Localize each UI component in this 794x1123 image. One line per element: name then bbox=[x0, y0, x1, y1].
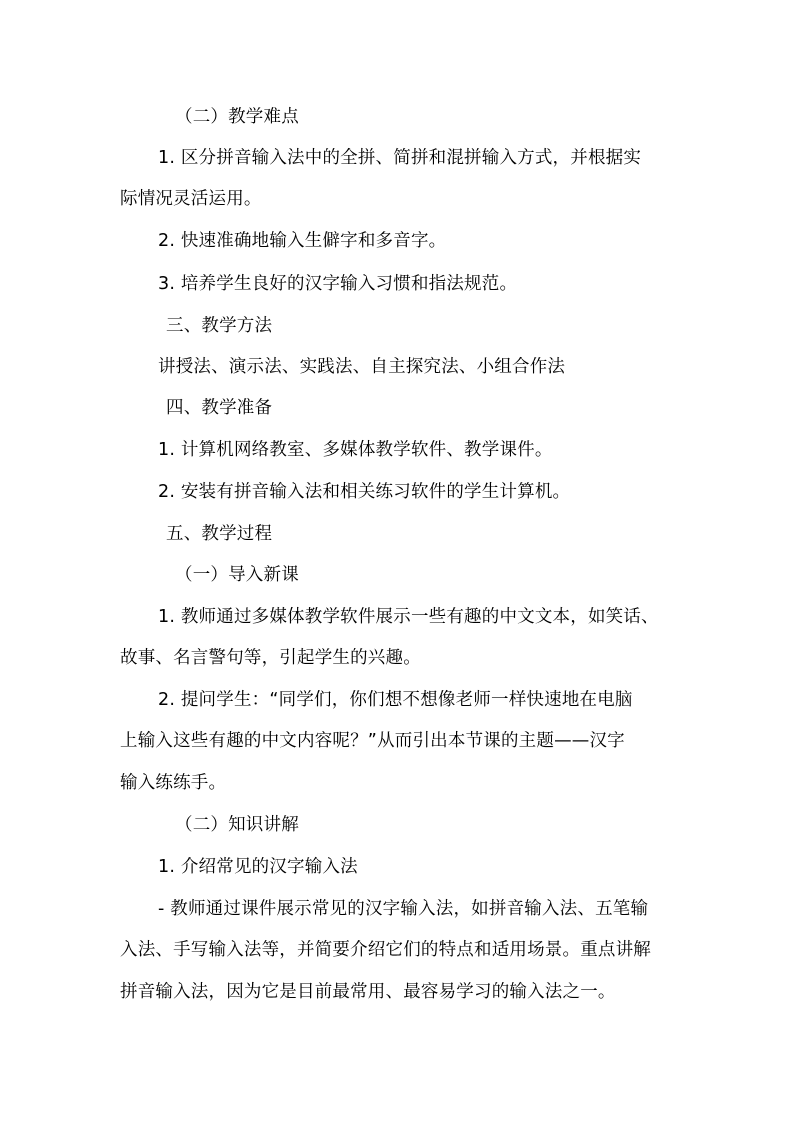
paragraph-knowledge-1: 1. 介绍常见的汉字输入法 bbox=[158, 857, 358, 877]
section-heading-teaching-preparation: 四、教学准备 bbox=[166, 398, 273, 418]
paragraph-preparation-1: 1. 计算机网络教室、多媒体教学软件、教学课件。 bbox=[158, 440, 553, 460]
paragraph-intro-2-cont2: 输入练练手。 bbox=[120, 773, 227, 793]
paragraph-difficulty-1: 1. 区分拼音输入法中的全拼、简拼和混拼输入方式，并根据实 bbox=[158, 148, 642, 168]
paragraph-teaching-methods: 讲授法、演示法、实践法、自主探究法、小组合作法 bbox=[158, 357, 566, 377]
paragraph-difficulty-3: 3. 培养学生良好的汉字输入习惯和指法规范。 bbox=[158, 274, 518, 294]
paragraph-intro-2-cont: 上输入这些有趣的中文内容呢？”从而引出本节课的主题——汉字 bbox=[120, 731, 625, 751]
paragraph-intro-2: 2. 提问学生：“同学们，你们想不想像老师一样快速地在电脑 bbox=[158, 690, 633, 710]
paragraph-knowledge-detail: - 教师通过课件展示常见的汉字输入法，如拼音输入法、五笔输 bbox=[158, 899, 649, 919]
paragraph-intro-1: 1. 教师通过多媒体教学软件展示一些有趣的中文文本，如笑话、 bbox=[158, 607, 659, 627]
subsection-heading-introduction: （一）导入新课 bbox=[175, 565, 299, 585]
subsection-heading-knowledge: （二）知识讲解 bbox=[175, 815, 299, 835]
paragraph-preparation-2: 2. 安装有拼音输入法和相关练习软件的学生计算机。 bbox=[158, 482, 571, 502]
section-heading-teaching-process: 五、教学过程 bbox=[166, 524, 273, 544]
paragraph-difficulty-1-cont: 际情况灵活运用。 bbox=[120, 189, 262, 209]
paragraph-knowledge-detail-cont2: 拼音输入法，因为它是目前最常用、最容易学习的输入法之一。 bbox=[120, 982, 616, 1002]
paragraph-difficulty-2: 2. 快速准确地输入生僻字和多音字。 bbox=[158, 231, 447, 251]
subsection-heading-teaching-difficulties: （二）教学难点 bbox=[175, 107, 299, 127]
paragraph-knowledge-detail-cont: 入法、手写输入法等，并简要介绍它们的特点和适用场景。重点讲解 bbox=[120, 940, 651, 960]
paragraph-intro-1-cont: 故事、名言警句等，引起学生的兴趣。 bbox=[120, 648, 421, 668]
section-heading-teaching-methods: 三、教学方法 bbox=[166, 316, 273, 336]
